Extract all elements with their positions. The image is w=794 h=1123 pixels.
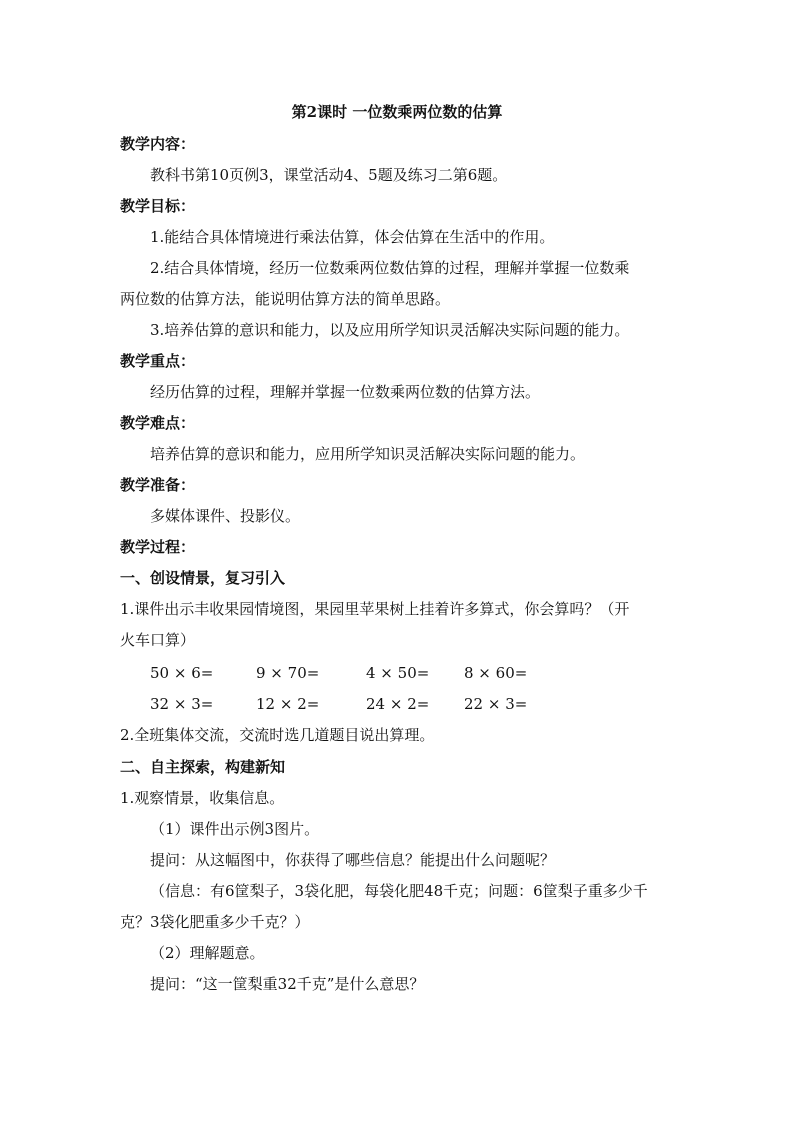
prep-text: 多媒体课件、投影仪。 (150, 507, 301, 525)
part-2-sub-1: （1）课件出示例3图片。 (150, 820, 320, 838)
equation: 24 × 2= (366, 695, 430, 713)
equation: 8 × 60= (464, 664, 528, 682)
part-2-question-1: 提问：从这幅图中，你获得了哪些信息？能提出什么问题呢？ (150, 851, 556, 869)
part-2-heading: 二、自主探索，构建新知 (120, 758, 286, 776)
part-1-item-1-line-2: 火车口算） (120, 631, 196, 649)
part-2-item-1: 1.观察情景，收集信息。 (120, 789, 285, 807)
equation: 32 × 3= (150, 695, 214, 713)
part-2-sub-2: （2）理解题意。 (150, 944, 265, 962)
goal-3: 3.培养估算的意识和能力，以及应用所学知识灵活解决实际问题的能力。 (150, 321, 630, 339)
goal-2-line-2: 两位数的估算方法，能说明估算方法的简单思路。 (120, 290, 451, 308)
equation: 9 × 70= (256, 664, 320, 682)
equation: 12 × 2= (256, 695, 320, 713)
equation: 4 × 50= (366, 664, 430, 682)
equation: 22 × 3= (464, 695, 528, 713)
difficulty-heading: 教学难点： (120, 414, 196, 432)
part-2-question-2: 提问：“这一筐梨重32千克”是什么意思？ (150, 975, 425, 993)
part-1-item-1-line-1: 1.课件出示丰收果园情境图，果园里苹果树上挂着许多算式，你会算吗？（开 (120, 600, 630, 618)
lesson-title: 第2课时 一位数乘两位数的估算 (291, 103, 503, 121)
part-2-info-line-1: （信息：有6筐梨子，3袋化肥，每袋化肥48千克；问题：6筐梨子重多少千 (150, 882, 648, 900)
part-1-heading: 一、创设情景，复习引入 (120, 569, 286, 587)
process-heading: 教学过程： (120, 538, 196, 556)
part-1-item-2: 2.全班集体交流，交流时选几道题目说出算理。 (120, 726, 435, 744)
content-text: 教科书第10页例3，课堂活动4、5题及练习二第6题。 (150, 166, 508, 184)
goal-2-line-1: 2.结合具体情境，经历一位数乘两位数估算的过程，理解并掌握一位数乘 (150, 259, 630, 277)
key-heading: 教学重点： (120, 352, 196, 370)
content-heading: 教学内容： (120, 135, 196, 153)
equation: 50 × 6= (150, 664, 214, 682)
part-2-info-line-2: 克？3袋化肥重多少千克？） (120, 913, 310, 931)
difficulty-text: 培养估算的意识和能力，应用所学知识灵活解决实际问题的能力。 (150, 445, 586, 463)
goal-1: 1.能结合具体情境进行乘法估算，体会估算在生活中的作用。 (150, 228, 555, 246)
key-text: 经历估算的过程，理解并掌握一位数乘两位数的估算方法。 (150, 383, 541, 401)
goals-heading: 教学目标： (120, 197, 196, 215)
prep-heading: 教学准备： (120, 476, 196, 494)
